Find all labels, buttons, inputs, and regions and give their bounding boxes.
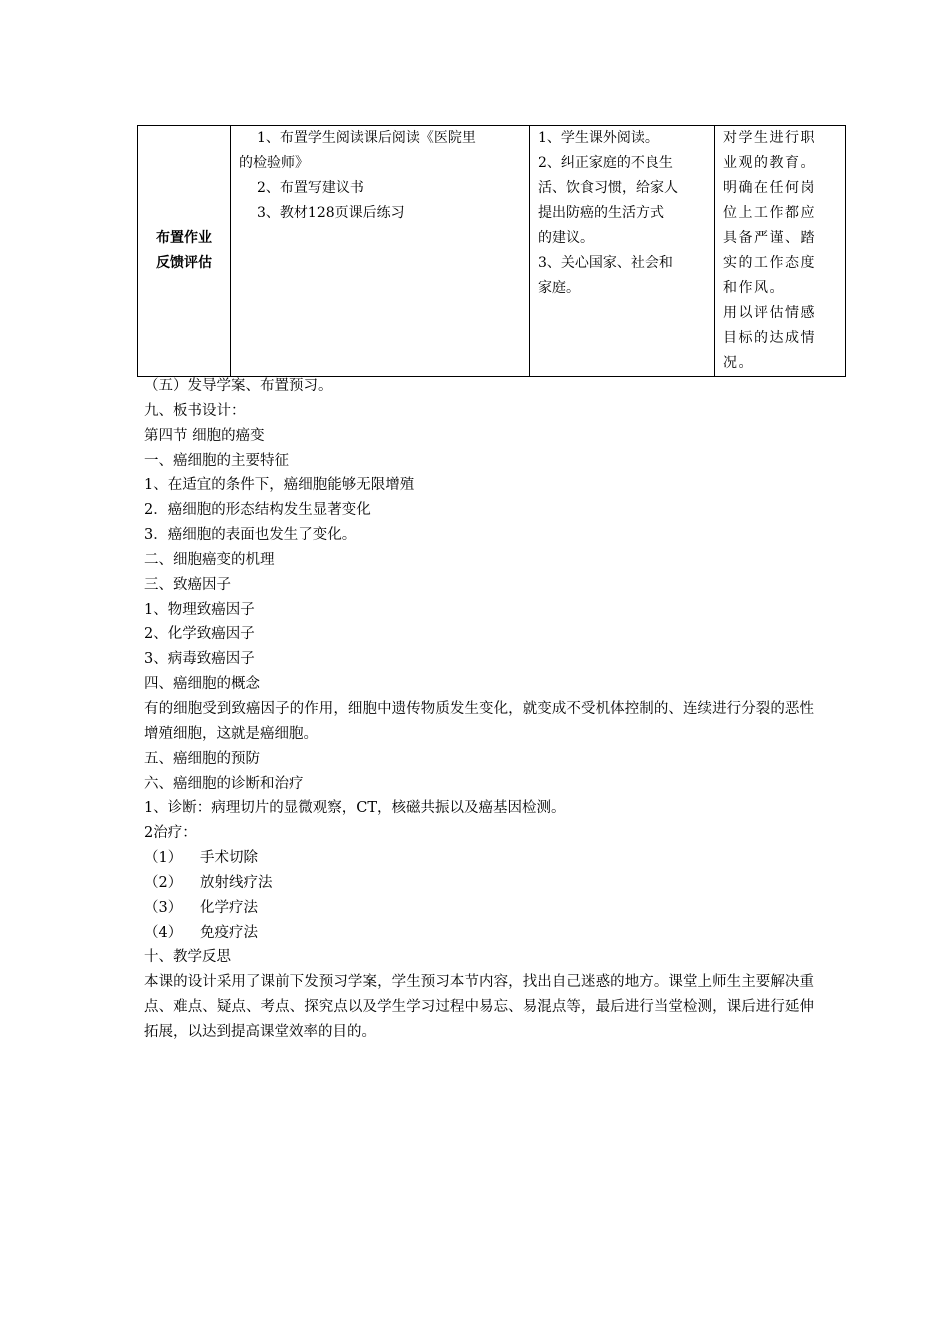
- goal-line: 实的工作态度: [723, 255, 816, 271]
- treatment-number: （4）: [144, 924, 183, 941]
- activity-line: 的检验师》: [239, 155, 309, 171]
- outline-item: 3、病毒致癌因子: [144, 651, 255, 668]
- teacher-activity-cell: [231, 126, 530, 377]
- table-row: [138, 126, 846, 377]
- design-intent-cell: [715, 126, 846, 377]
- goal-line: 用以评估情感: [723, 305, 816, 321]
- goal-line: 和作风。: [723, 280, 785, 296]
- treatment-number: （2）: [144, 874, 183, 891]
- goal-line: 具备严谨、踏: [723, 230, 816, 246]
- outline-heading: 三、致癌因子: [144, 576, 231, 593]
- outline-heading: 一、癌细胞的主要特征: [144, 452, 289, 469]
- treatment-text: 免疫疗法: [200, 924, 258, 941]
- preview-step: （五）发导学案、布置预习。: [144, 378, 333, 394]
- reflection-paragraph: 本课的设计采用了课前下发预习学案，学生预习本节内容，找出自己迷惑的地方。课堂上师生主要解决重点、难点、疑点、考点、探究点以及学生学习过程中易忘、易混点等，最后进行当堂检测，课后进行延伸拓展，以达到提高课堂效率的目的。: [144, 974, 814, 1040]
- document-body: [144, 374, 814, 1045]
- goal-line: 况。: [723, 355, 754, 371]
- student-line: 2、纠正家庭的不良生: [538, 155, 673, 171]
- section-heading: 九、板书设计：: [144, 402, 246, 419]
- treatment-item: [144, 871, 814, 896]
- lesson-plan-table: [137, 125, 846, 377]
- student-line: 家庭。: [538, 280, 580, 296]
- student-line: 的建议。: [538, 230, 594, 246]
- treatment-text: 放射线疗法: [200, 874, 273, 891]
- goal-line: 对学生进行职: [723, 130, 816, 146]
- outline-item: 1、在适宜的条件下，癌细胞能够无限增殖: [144, 477, 415, 494]
- section-label-line: 反馈评估: [156, 255, 212, 271]
- outline-item: 3．癌细胞的表面也发生了变化。: [144, 527, 357, 544]
- section-label-cell: [138, 126, 231, 377]
- outline-item: 1、诊断：病理切片的显微观察，CT，核磁共振以及癌基因检测。: [144, 800, 566, 817]
- outline-item: 2、化学致癌因子: [144, 626, 255, 643]
- goal-line: 业观的教育。: [723, 155, 816, 171]
- student-line: 3、关心国家、社会和: [538, 255, 673, 271]
- activity-line: 3、教材128页课后练习: [257, 205, 405, 221]
- activity-line: 1、布置学生阅读课后阅读《医院里: [257, 130, 476, 146]
- outline-heading: 五、癌细胞的预防: [144, 750, 260, 767]
- outline-heading: 四、癌细胞的概念: [144, 676, 260, 693]
- treatment-number: （1）: [144, 850, 183, 867]
- student-line: 1、学生课外阅读。: [538, 130, 659, 146]
- treatment-item: [144, 921, 814, 946]
- treatment-text: 化学疗法: [200, 899, 258, 916]
- goal-line: 明确在任何岗: [723, 180, 816, 196]
- outline-heading: 二、细胞癌变的机理: [144, 551, 275, 568]
- goal-line: 目标的达成情: [723, 330, 816, 346]
- treatment-item: [144, 896, 814, 921]
- outline-item: 2．癌细胞的形态结构发生显著变化: [144, 502, 371, 519]
- treatment-number: （3）: [144, 899, 183, 916]
- activity-line: 2、布置写建议书: [257, 180, 364, 196]
- board-title: 第四节 细胞的癌变: [144, 427, 265, 444]
- section-heading: 十、教学反思: [144, 949, 231, 966]
- concept-paragraph: 有的细胞受到致癌因子的作用，细胞中遗传物质发生变化，就变成不受机体控制的、连续进行分裂的恶性增殖细胞，这就是癌细胞。: [144, 700, 814, 742]
- treatment-text: 手术切除: [200, 850, 258, 867]
- goal-line: 位上工作都应: [723, 205, 816, 221]
- student-activity-cell: [530, 126, 715, 377]
- outline-heading: 六、癌细胞的诊断和治疗: [144, 775, 304, 792]
- outline-item: 1、物理致癌因子: [144, 601, 255, 618]
- treatment-item: [144, 846, 814, 871]
- outline-item: 2治疗：: [144, 825, 197, 842]
- section-label-line: 布置作业: [156, 230, 212, 246]
- student-line: 活、饮食习惯，给家人: [538, 180, 678, 196]
- student-line: 提出防癌的生活方式: [538, 205, 664, 221]
